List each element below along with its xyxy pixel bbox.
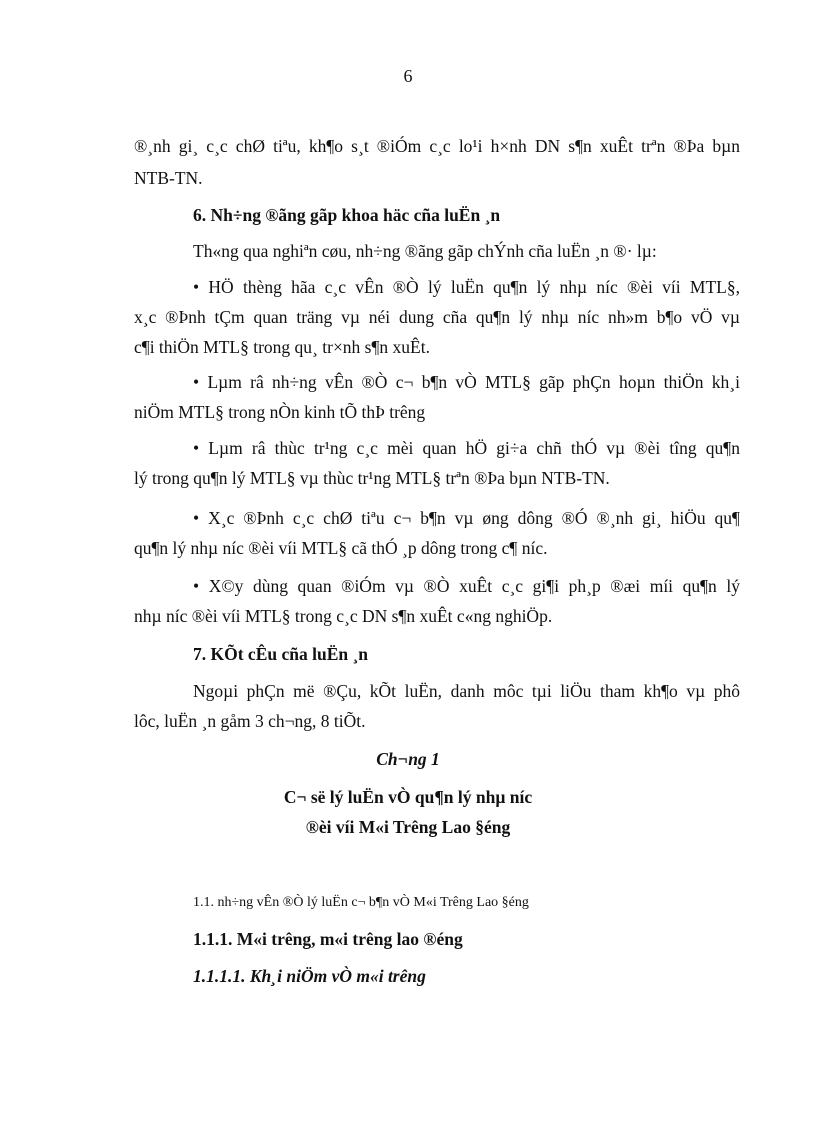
- bullet-line: • HÖ thèng hãa c¸c vÊn ®Ò lý luËn qu¶n lý nhµ níc ®èi víi MTL§,: [193, 277, 740, 297]
- paragraph-line: Ngoµi phÇn më ®Çu, kÕt luËn, danh môc tµi liÖu tham kh¶o vµ phô: [193, 681, 740, 701]
- chapter-title-line-2: ®èi víi M«i Trêng Lao §éng: [305, 817, 511, 837]
- paragraph-line: ®¸nh gi¸ c¸c chØ tiªu, kh¶o s¸t ®iÓm c¸c lo¹i h×nh DN s¶n xuÊt trªn ®Þa bµn: [134, 136, 740, 156]
- bullet-line: • Lµm râ nh÷ng vÊn ®Ò c¬ b¶n vÒ MTL§ gãp phÇn hoµn thiÖn kh¸i: [193, 372, 740, 392]
- section-heading-7: 7. KÕt cÊu cña luËn ¸n: [193, 644, 369, 664]
- bullet-line: • X©y dùng quan ®iÓm vµ ®Ò xuÊt c¸c gi¶i ph¸p ®æi míi qu¶n lý: [193, 576, 740, 596]
- section-1-1-1-1-heading: 1.1.1.1. Kh¸i niÖm vÒ m«i trêng: [193, 966, 426, 986]
- bullet-line: x¸c ®Þnh tÇm quan träng vµ néi dung cña qu¶n lý nhµ níc nh»m b¶o vÖ vµ: [134, 307, 740, 327]
- bullet-line: c¶i thiÖn MTL§ trong qu¸ tr×nh s¶n xuÊt.: [134, 337, 430, 357]
- page-number: 6: [403, 66, 413, 86]
- chapter-title-line-1: C¬ së lý luËn vÒ qu¶n lý nhµ níc: [283, 787, 533, 807]
- paragraph-line: lôc, luËn ¸n gåm 3 ch¬ng, 8 tiÕt.: [134, 711, 366, 731]
- section-1-1-heading: 1.1. nh÷ng vÊn ®Ò lý luËn c¬ b¶n vÒ M«i Trêng Lao §éng: [193, 895, 529, 910]
- chapter-label: Ch¬ng 1: [376, 749, 440, 769]
- bullet-line: • X¸c ®Þnh c¸c chØ tiªu c¬ b¶n vµ øng dông ®Ó ®¸nh gi¸ hiÖu qu¶: [193, 508, 740, 528]
- bullet-line: • Lµm râ thùc tr¹ng c¸c mèi quan hÖ gi÷a chñ thÓ vµ ®èi tîng qu¶n: [193, 438, 740, 458]
- section-heading-6: 6. Nh÷ng ®ãng gãp khoa häc cña luËn ¸n: [193, 205, 501, 225]
- paragraph-line: NTB-TN.: [134, 168, 203, 188]
- bullet-line: niÖm MTL§ trong nÒn kinh tÕ thÞ trêng: [134, 402, 426, 422]
- bullet-line: nhµ níc ®èi víi MTL§ trong c¸c DN s¶n xuÊt c«ng nghiÖp.: [134, 606, 553, 626]
- paragraph-line: Th«ng qua nghiªn cøu, nh÷ng ®ãng gãp chÝnh cña luËn ¸n ®· lµ:: [193, 241, 657, 261]
- bullet-line: lý trong qu¶n lý MTL§ vµ thùc tr¹ng MTL§ trªn ®Þa bµn NTB-TN.: [134, 468, 610, 488]
- bullet-line: qu¶n lý nhµ níc ®èi víi MTL§ cã thÓ ¸p dông trong c¶ níc.: [134, 538, 548, 558]
- section-1-1-1-heading: 1.1.1. M«i trêng, m«i trêng lao ®éng: [193, 929, 463, 949]
